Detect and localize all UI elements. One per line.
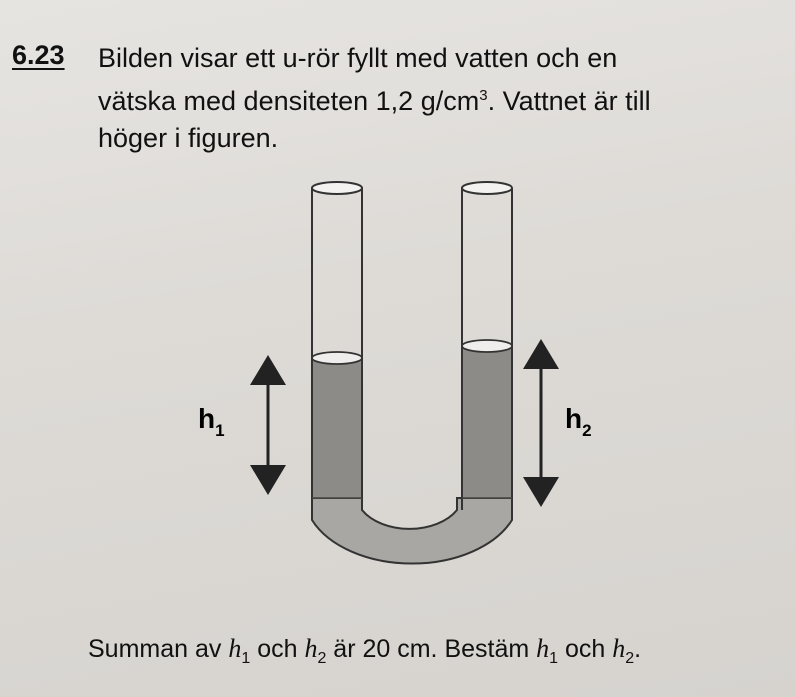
right-liquid-column xyxy=(462,346,512,498)
q-h2b-sub: 2 xyxy=(625,650,635,667)
left-liquid-surface xyxy=(312,352,362,364)
q-part2: och xyxy=(250,635,305,663)
problem-line-2-text: vätska med densiteten 1,2 g/cm xyxy=(98,86,480,116)
q-h1b-sub: 1 xyxy=(549,650,559,667)
q-part1: Summan av xyxy=(88,635,229,663)
q-h2-sub: 2 xyxy=(317,650,327,667)
q-part5: . xyxy=(634,635,642,663)
q-h2: h xyxy=(304,634,318,663)
q-h1b: h xyxy=(536,634,550,663)
problem-line-1: Bilden visar ett u-rör fyllt med vatten och en xyxy=(98,43,618,73)
h2-label: $h_2$ xyxy=(565,403,592,440)
u-bend-liquid xyxy=(312,498,512,564)
right-tube-opening xyxy=(462,182,512,194)
q-part3: är 20 cm. Bestäm xyxy=(326,635,537,663)
h1-label-sub: 1 xyxy=(215,421,225,440)
q-h1-sub: 1 xyxy=(241,650,251,667)
q-part4: och xyxy=(558,635,613,663)
h1-label: $h_1$ xyxy=(198,403,225,440)
h2-label-sub: 2 xyxy=(582,421,592,440)
right-liquid-surface xyxy=(462,340,512,352)
problem-line-2-end: . Vattnet är till xyxy=(487,86,651,116)
left-tube-opening xyxy=(312,182,362,194)
q-h2b: h xyxy=(612,634,626,663)
left-liquid-column xyxy=(312,358,362,498)
q-h1: h xyxy=(228,634,242,663)
problem-line-3: höger i figuren. xyxy=(98,123,279,153)
problem-number: 6.23 xyxy=(12,40,65,70)
question-text xyxy=(88,634,788,668)
unit-superscript: 3 xyxy=(479,87,488,104)
